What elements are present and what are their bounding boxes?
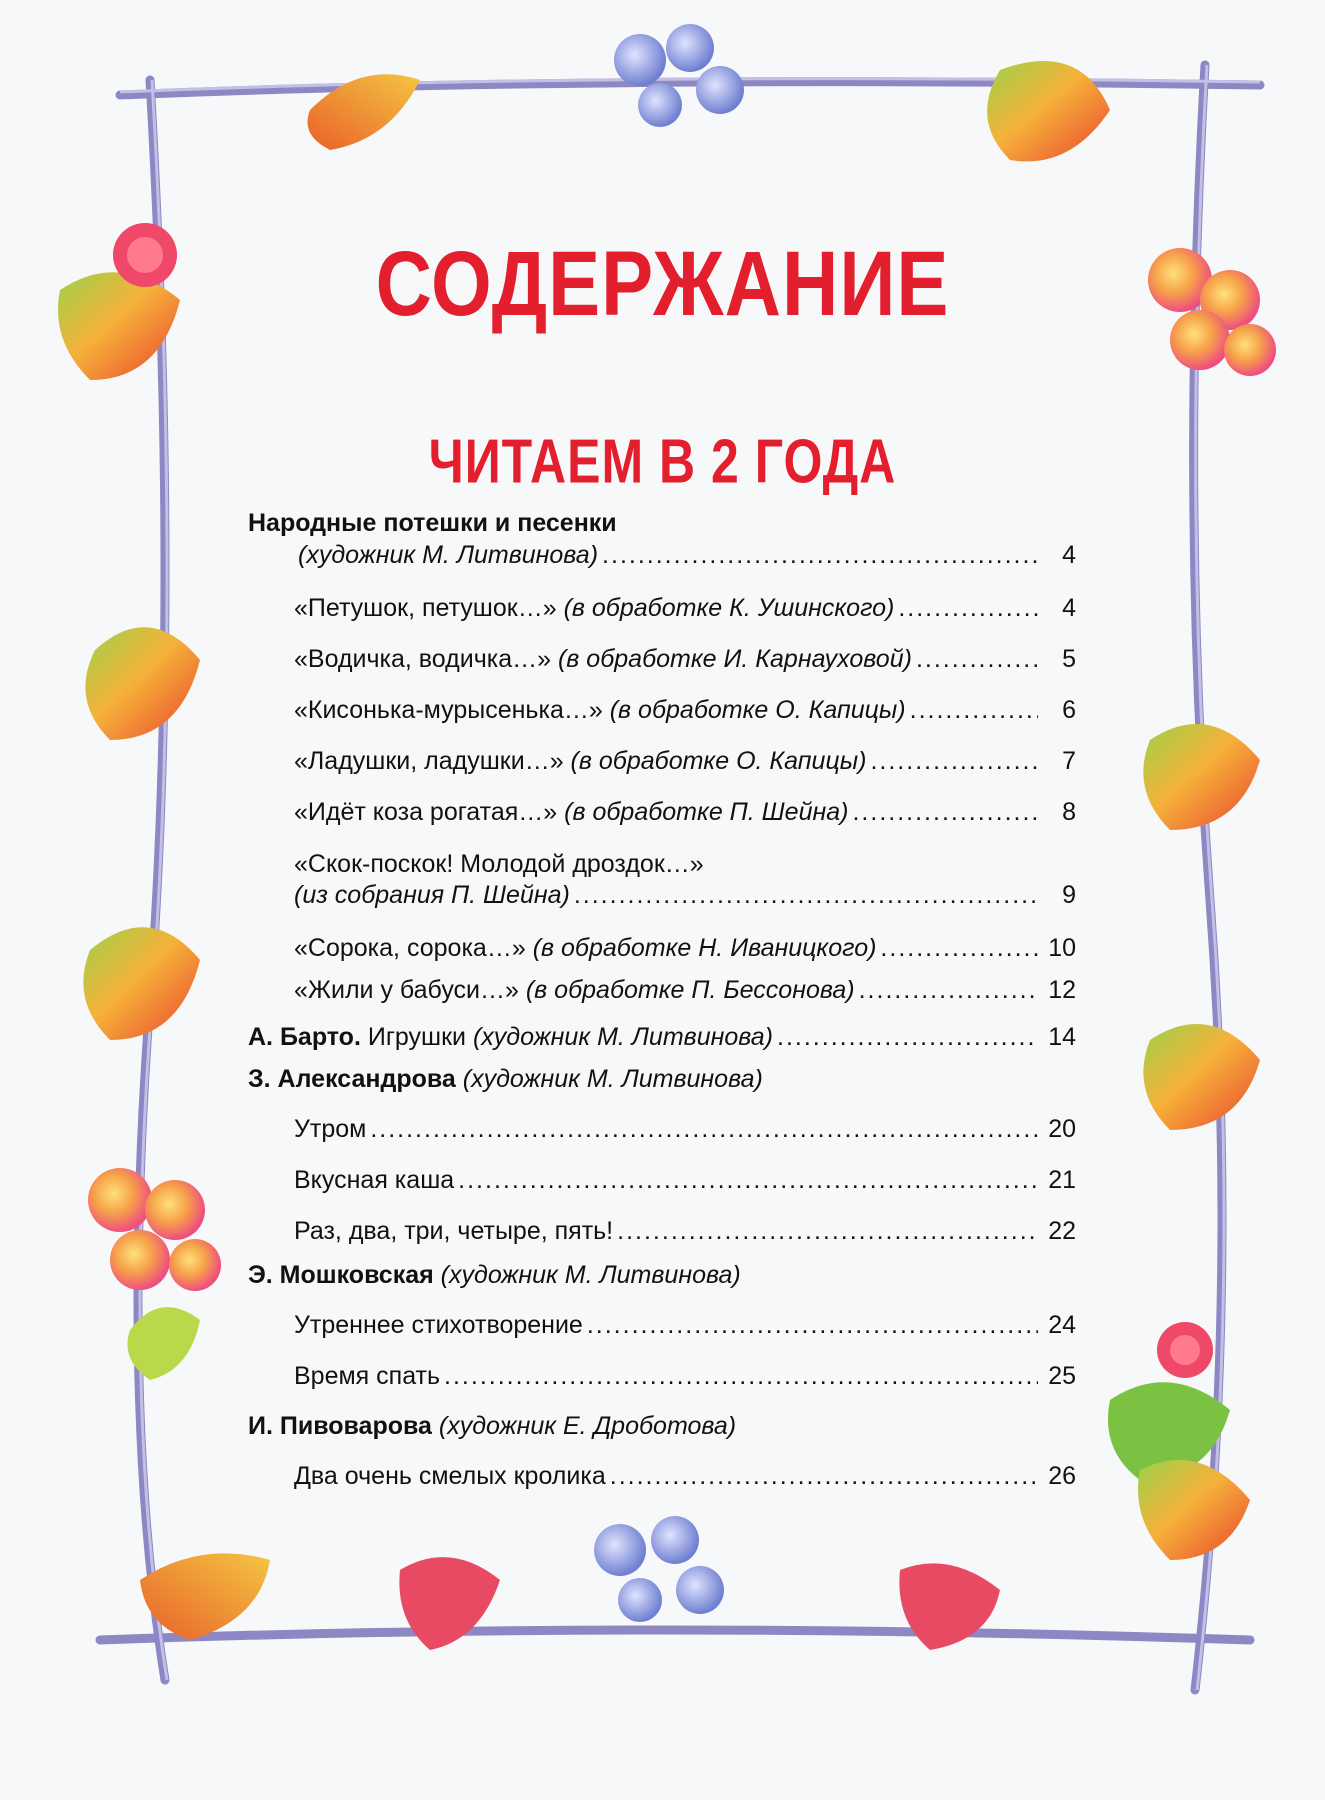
toc-note: (художник М. Литвинова) (440, 1261, 741, 1289)
toc-title: Утреннее стихотворение (294, 1311, 583, 1339)
toc-page: 8 (1062, 798, 1076, 826)
toc-title: Утром (294, 1115, 367, 1143)
toc-author: А. Барто. (248, 1023, 361, 1051)
toc-entry[interactable] (294, 746, 1076, 776)
toc-note: (в обработке П. Шейна) (564, 798, 849, 826)
toc-title: Два очень смелых кролика (294, 1462, 606, 1490)
toc-entry[interactable] (294, 933, 1076, 963)
toc-title: «Ладушки, ладушки…» (294, 747, 564, 775)
toc-entry[interactable] (294, 1165, 1076, 1195)
toc-page: 9 (1062, 881, 1076, 909)
toc-entry[interactable] (298, 540, 1076, 570)
toc-title: «Сорока, сорока…» (294, 934, 526, 962)
toc-note: (в обработке И. Карнауховой) (557, 645, 912, 673)
toc-entry[interactable] (294, 849, 1076, 879)
toc-entry[interactable] (294, 1461, 1076, 1491)
toc-title: Вкусная каша (294, 1166, 455, 1194)
toc-page: 20 (1048, 1115, 1076, 1143)
toc-page: 25 (1048, 1362, 1076, 1390)
toc-note: (из собрания П. Шейна) (294, 881, 570, 909)
toc-author: З. Александрова (248, 1065, 456, 1093)
toc-entry[interactable] (248, 1064, 1076, 1094)
toc-entry[interactable] (294, 695, 1076, 725)
toc-title: «Кисонька-мурысенька…» (294, 696, 603, 724)
toc-title: Игрушки (367, 1023, 467, 1051)
toc-entry[interactable] (248, 1022, 1076, 1052)
toc-title: Раз, два, три, четыре, пять! (294, 1217, 614, 1245)
toc-author: Э. Мошковская (248, 1261, 434, 1289)
toc-entry[interactable] (294, 975, 1076, 1005)
toc-entry[interactable] (248, 508, 1076, 538)
toc-note: (в обработке К. Ушинского) (563, 594, 895, 622)
toc-title: «Петушок, петушок…» (294, 594, 557, 622)
toc-page: 10 (1048, 934, 1076, 962)
toc-page: 22 (1048, 1217, 1076, 1245)
toc-title: Время спать (294, 1362, 441, 1390)
toc-note: (художник М. Литвинова) (298, 541, 599, 569)
toc-note: (художник М. Литвинова) (462, 1065, 763, 1093)
toc-entry[interactable] (294, 1216, 1076, 1246)
toc-entry[interactable] (294, 1310, 1076, 1340)
toc-title: «Скок-поскок! Молодой дроздок…» (294, 850, 704, 878)
toc-title: «Идёт коза рогатая…» (294, 798, 558, 826)
toc-entry[interactable] (294, 644, 1076, 674)
toc-author: И. Пивоварова (248, 1412, 432, 1440)
toc-page: 7 (1062, 747, 1076, 775)
toc-entry[interactable] (294, 1114, 1076, 1144)
toc-note: (в обработке О. Капицы) (570, 747, 867, 775)
toc-note: (в обработке Н. Иваницкого) (532, 934, 877, 962)
toc-entry[interactable] (294, 593, 1076, 623)
section-title: ЧИТАЕМ В 2 ГОДА (428, 426, 897, 496)
toc-page: 5 (1062, 645, 1076, 673)
toc-note: (художник М. Литвинова) (472, 1023, 774, 1051)
toc-title: «Жили у бабуси…» (294, 976, 519, 1004)
toc-note: (в обработке П. Бессонова) (525, 976, 855, 1004)
toc-page: 26 (1048, 1462, 1076, 1490)
toc-entry[interactable] (294, 797, 1076, 827)
toc-entry[interactable] (294, 880, 1076, 910)
page-title: СОДЕРЖАНИЕ (375, 230, 950, 335)
toc-page: 6 (1062, 696, 1076, 724)
toc-title: «Водичка, водичка…» (294, 645, 552, 673)
toc-entry[interactable] (294, 1361, 1076, 1391)
toc-page: 4 (1062, 541, 1076, 569)
toc-page: 12 (1048, 976, 1076, 1004)
toc-entry[interactable] (248, 1260, 1076, 1290)
toc-note: (в обработке О. Капицы) (609, 696, 906, 724)
toc-page: 24 (1048, 1311, 1076, 1339)
toc-page: 14 (1048, 1023, 1076, 1051)
toc-page: 21 (1048, 1166, 1076, 1194)
toc-entry[interactable] (248, 1411, 1076, 1441)
toc-author: Народные потешки и песенки (248, 509, 617, 537)
toc-page: 4 (1062, 594, 1076, 622)
toc-note: (художник Е. Дроботова) (438, 1412, 737, 1440)
